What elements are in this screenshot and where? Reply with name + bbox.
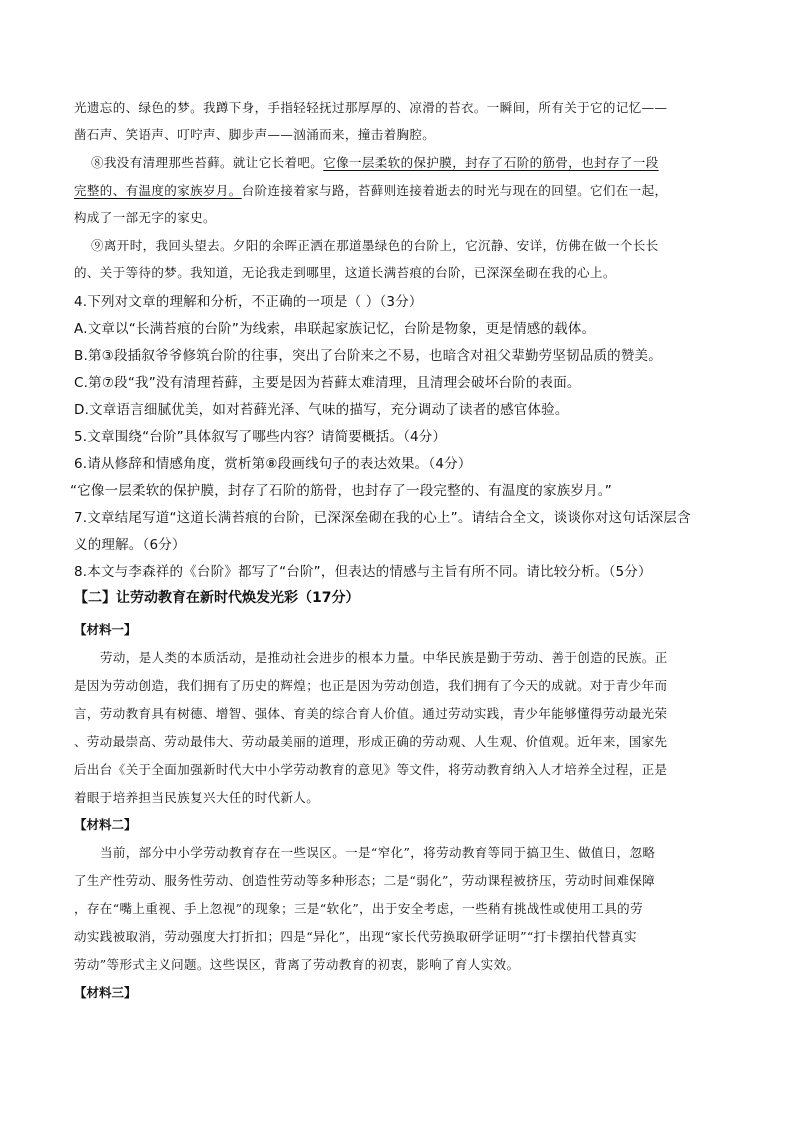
- passage-p9-line-1: ⑨离开时，我回头望去。夕阳的余晖正洒在那道墨绿色的台阶上，它沉静、安详，仿佛在做一个长长: [91, 238, 659, 253]
- underlined-sentence: 它像一层柔软的保护膜，封存了石阶的筋骨，也封存了一段: [323, 155, 659, 170]
- question-4-option-d: D.文章语言细腻优美，如对苔藓光泽、气味的描写，充分调动了读者的感官体验。: [74, 402, 569, 418]
- passage-p8-line-3: 构成了一部无字的家史。: [74, 210, 216, 225]
- question-6-quote: “它像一层柔软的保护膜，封存了石阶的筋骨，也封存了一段完整的、有温度的家族岁月。”: [70, 483, 612, 499]
- material-2-line-3: ，存在“嘴上重视、手上忽视”的现象；三是“软化”，出于安全考虑，一些稍有挑战性或使用工具的劳: [74, 901, 643, 916]
- passage-p7-line-2: 凿石声、笑语声、叮咛声、脚步声——汹涌而来，撞击着胸腔。: [74, 127, 436, 142]
- material-1-label: 【材料一】: [74, 622, 137, 637]
- question-8: 8.本文与李森祥的《台阶》都写了“台阶”，但表达的情感与主旨有所不同。请比较分析。（5分）: [74, 564, 652, 580]
- passage-p8-line-1: [91, 153, 726, 171]
- question-6: 6.请从修辞和情感角度，赏析第⑧段画线句子的表达效果。（4分）: [74, 456, 472, 472]
- passage-p8-text-cont: 台阶连接着家与路，苔藓则连接着逝去的时光与现在的回望。它们在一起，: [241, 183, 668, 198]
- material-1-line-4: 、劳动最崇高、劳动最伟大、劳动最美丽的道理，形成正确的劳动观、人生观、价值观。近年来，国家先: [74, 734, 668, 749]
- passage-p8-line-2: [74, 181, 724, 199]
- passage-p9-line-2: 的、关于等待的梦。我知道，无论我走到哪里，这道长满苔痕的台阶，已深深垒砌在我的心上。: [74, 265, 616, 280]
- underlined-sentence-cont: 完整的、有温度的家族岁月。: [74, 183, 242, 198]
- question-4-option-c: C.第⑦段“我”没有清理苔藓，主要是因为苔藓太难清理，且清理会破坏台阶的表面。: [74, 375, 581, 391]
- material-3-label: 【材料三】: [74, 985, 137, 1000]
- material-1-line-1: 劳动，是人类的本质活动，是推动社会进步的根本力量。中华民族是勤于劳动、善于创造的民族。正: [100, 650, 668, 665]
- material-1-line-3: 言，劳动教育具有树德、增智、强体、育美的综合育人价值。通过劳动实践，青少年能够懂得劳动最光荣: [74, 706, 668, 721]
- material-1-line-5: 后出台《关于全面加强新时代大中小学劳动教育的意见》等文件，将劳动教育纳入人才培养全过程，正是: [74, 762, 668, 777]
- question-4: 4.下列对文章的理解和分析，不正确的一项是（ ）（3分）: [74, 294, 423, 310]
- material-2-line-2: 了生产性劳动、服务性劳动、创造性劳动等多种形态；二是“弱化”，劳动课程被挤压，劳动时间难保障: [74, 873, 656, 888]
- material-2-line-5: 劳动”等形式主义问题。这些误区，背离了劳动教育的初衷，影响了育人实效。: [74, 957, 520, 972]
- passage-p8-text: ⑧我没有清理那些苔藓。就让它长着吧。: [91, 155, 324, 170]
- question-7-line-1: 7.文章结尾写道“这道长满苔痕的台阶，已深深垒砌在我的心上”。请结合全文，谈谈你对这句话深层含: [74, 510, 691, 526]
- material-2-line-1: 当前，部分中小学劳动教育存在一些误区。一是“窄化”，将劳动教育等同于搞卫生、做值日，忽略: [100, 845, 656, 860]
- passage-p7-line-1: 光遗忘的、绿色的梦。我蹲下身，手指轻轻抚过那厚厚的、凉滑的苔衣。一瞬间，所有关于它的记忆——: [74, 100, 668, 115]
- question-4-option-b: B.第③段插叙爷爷修筑台阶的往事，突出了台阶来之不易，也暗含对祖父辈勤劳坚韧品质的赞美。: [74, 348, 662, 364]
- section-2-heading: 【二】让劳动教育在新时代焕发光彩（17分）: [74, 590, 360, 606]
- question-5: 5.文章围绕“台阶”具体叙写了哪些内容？请简要概括。（4分）: [74, 429, 447, 445]
- question-7-line-2: 义的理解。（6分）: [74, 537, 186, 553]
- material-1-line-2: 是因为劳动创造，我们拥有了历史的辉煌；也正是因为劳动创造，我们拥有了今天的成就。对于青少年而: [74, 678, 668, 693]
- question-4-option-a: A.文章以“长满苔痕的台阶”为线索，串联起家族记忆，台阶是物象，更是情感的载体。: [74, 321, 596, 337]
- material-1-line-6: 着眼于培养担当民族复兴大任的时代新人。: [74, 790, 320, 805]
- material-2-line-4: 动实践被取消，劳动强度大打折扣；四是“异化”，出现“家长代劳换取研学证明”“打卡摆拍代替真实: [74, 929, 637, 944]
- material-2-label: 【材料二】: [74, 817, 137, 832]
